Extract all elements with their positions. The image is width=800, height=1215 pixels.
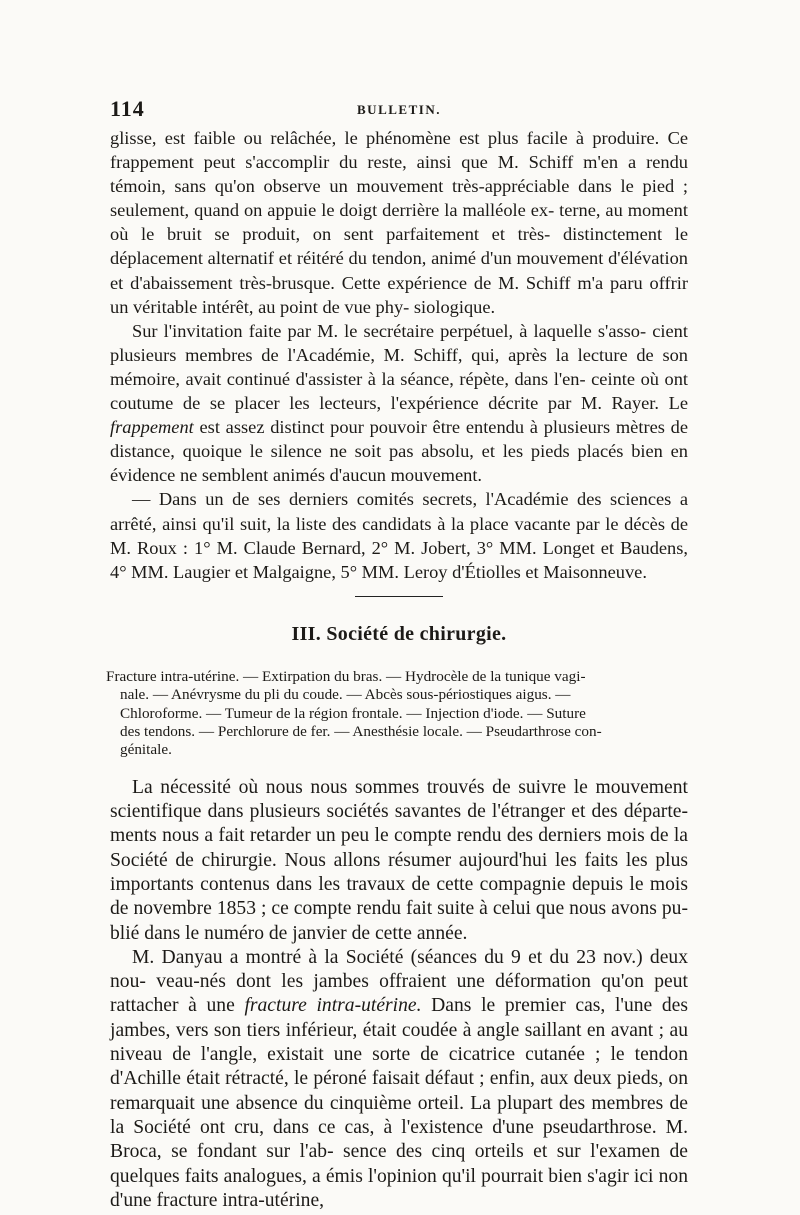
page-number: 114 — [110, 96, 145, 121]
chirurgie-paragraph-1: La nécessité où nous nous sommes trouvés de suivre le mouvement scientifique dans plusieurs sociétés savantes de l'étranger et des départe- ments nous a fait retarder un peu le compte rendu des derniers mois de la Société de chirurgie. Nous allons résumer aujourd'hui les faits les plus importants contenus dans les travaux de cette compagnie depuis le mois de novembre 1853 ; ce compte rendu fait suite à celui que nous avons pu- blié dans le numéro de janvier de cette année. — [110, 776, 688, 944]
paragraph-text: Dans le premier cas, l'une des jambes, vers son tiers inférieur, était coudée à angle saillant en avant ; au niveau de l'angle, existait une sorte de cicatrice cutanée ; le tendon d'Achille était rétracté, le péroné faisait défaut ; enfin, aux deux pieds, on remarquait une absence du cinquième orteil. La plupart des membres de la Société ont cru, dans ce cas, à l'existence d'une pseudarthrose. M. Broca, se fondant sur l'ab- sence des cinq orteils et sur l'examen de quelques faits analogues, a émis l'opinion qu'il pourrait bien s'agir ici non d'une fracture intra-utérine, — [110, 995, 689, 1211]
summary-line: des tendons. — Perchlorure de fer. — Anesthésie locale. — Pseudarthrose con- — [120, 723, 602, 740]
paragraph-text: Sur l'invitation faite par M. le secrétaire perpétuel, à laquelle s'asso- cient plusieurs membres de l'Académie, M. Schiff, qui, après la lecture de son mémoire, avait continué d'assister à la séance, répète, dans l'en- ceinte où ont coutume de se placer les lecteurs, l'expérience décrite par M. Rayer. Le — [110, 320, 688, 414]
chirurgie-paragraph-2 — [110, 946, 688, 1213]
text-line: rendu témoin, sans qu'on observe un mouvement très-appréciable dans — [110, 152, 688, 197]
running-title: BULLETIN. — [357, 102, 441, 117]
chirurgie-text — [110, 776, 688, 1213]
paragraph-text: M. Danyau a montré à la Société (séances du 9 et du 23 nov.) deux nou- veau-nés dont les jambes offraient une déformation qu'on peut rattacher à une — [110, 946, 688, 1017]
text-line: siologique. — [413, 296, 496, 317]
summary-line: Fracture intra-utérine. — Extirpation du bras. — Hydrocèle de la tunique vagi- — [106, 667, 586, 685]
academy-paragraph-1 — [110, 126, 688, 319]
academy-paragraph-2 — [110, 319, 688, 488]
text-line: mouvement d'élévation et d'abaissement très-brusque. Cette expérience — [110, 248, 688, 293]
book-page — [106, 96, 689, 1213]
academy-paragraph-3: — Dans un de ses derniers comités secrets, l'Académie des sciences a arrêté, ainsi qu'il suit, la liste des candidats à la place vacante par le décès de M. Roux : 1° M. Claude Bernard, 2° M. Jobert, 3° MM. Longet et Baudens, 4° MM. Laugier et Malgaigne, 5° MM. Leroy d'Étiolles et Maisonneuve. — [110, 489, 688, 582]
text-line: le pied ; seulement, quand on appuie le doigt derrière la malléole ex- — [110, 176, 688, 221]
summary-line: nale. — Anévrysme du pli du coude. — Abcès sous-périostiques aigus. — — [120, 686, 571, 704]
academy-text — [110, 126, 688, 584]
running-head — [110, 96, 688, 126]
section-heading: III. Société de chirurgie. — [291, 622, 507, 645]
paragraph-text: est assez distinct pour pouvoir être entendu à plusieurs mètres de distance, quoique le silence ne soit pas absolu, et les pieds placés bien en évidence ne semblent animés d'aucun mouvement. — [110, 417, 688, 486]
text-line: distinctement le déplacement alternatif et réitéré du tendon, animé d'un — [110, 224, 688, 269]
summary-line: Chloroforme. — Tumeur de la région frontale. — Injection d'iode. — Suture — [120, 704, 586, 722]
section-summary — [106, 668, 688, 760]
text-line: glisse, est faible ou relâchée, le phénomène est plus facile à produire. — [110, 128, 660, 148]
summary-line: génitale. — [120, 741, 172, 759]
text-line: de M. Schiff m'a paru offrir un véritable intérêt, au point de vue phy- — [110, 272, 688, 317]
text-line: terne, au moment où le bruit se produit, on sent parfaitement et très- — [110, 200, 688, 245]
section-divider — [355, 596, 443, 597]
italic-term: fracture intra-utérine. — [244, 995, 422, 1017]
text-line: Ce frappement peut s'accomplir du reste, ainsi que M. Schiff m'en a — [110, 128, 688, 173]
italic-term: frappement — [110, 417, 194, 438]
